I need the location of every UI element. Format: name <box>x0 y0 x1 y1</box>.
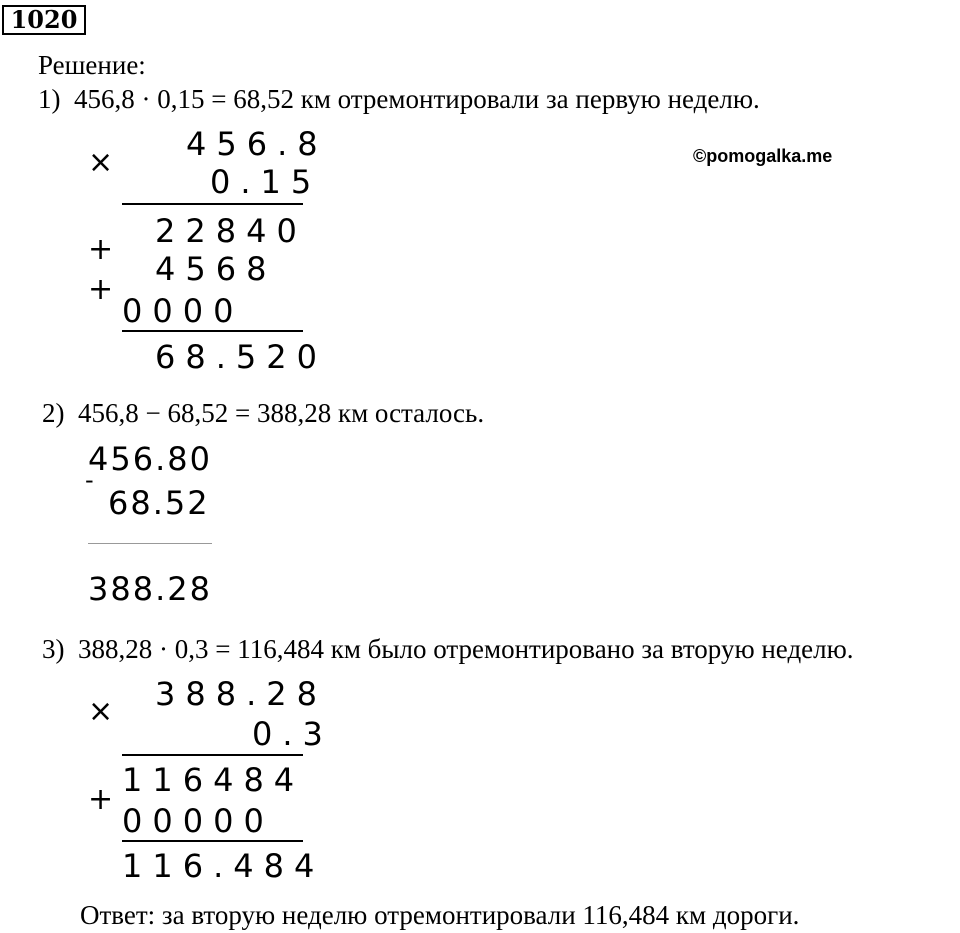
step2-text: 2) 456,8 − 68,52 = 388,28 км осталось. <box>42 398 485 428</box>
partial-product-3: 0000 <box>122 292 244 330</box>
partial-product-2: 00000 <box>122 802 274 840</box>
separator-line <box>88 543 212 544</box>
plus-sign: + <box>88 272 114 307</box>
partial-product-1: 116484 <box>122 761 305 799</box>
product-result: 68.520 <box>155 338 327 376</box>
answer-text: Ответ: за вторую неделю отремонтировали 116,484 км дороги. <box>80 900 800 930</box>
multiplicand: 388.28 <box>155 675 327 713</box>
partial-product-2: 4568 <box>155 250 277 288</box>
multiply-sign: × <box>88 145 114 180</box>
multiplier: 0.3 <box>252 715 333 753</box>
solution-label: Решение: <box>38 50 146 80</box>
difference-result: 388.28 <box>88 570 212 608</box>
multiplicand: 456.8 <box>186 125 328 163</box>
separator-line <box>122 754 303 756</box>
plus-sign: + <box>88 782 114 817</box>
multiply-sign: × <box>88 694 114 729</box>
separator-line <box>122 203 303 205</box>
step3-text: 3) 388,28 · 0,3 = 116,484 км было отремонтировано за вторую неделю. <box>42 634 854 664</box>
partial-product-1: 22840 <box>155 212 307 250</box>
watermark: ©pomogalka.me <box>693 146 833 166</box>
step1-text: 1) 456,8 · 0,15 = 68,52 км отремонтировали за первую неделю. <box>38 84 760 114</box>
minus-sign: - <box>85 466 94 494</box>
subtrahend: 68.52 <box>108 484 210 522</box>
plus-sign: + <box>88 232 114 267</box>
problem-number: 1020 <box>2 5 86 35</box>
separator-line <box>122 840 303 842</box>
minuend: 456.80 <box>88 440 212 478</box>
separator-line <box>122 330 303 332</box>
product-result: 116.484 <box>122 847 325 885</box>
multiplier: 0.15 <box>210 163 322 201</box>
